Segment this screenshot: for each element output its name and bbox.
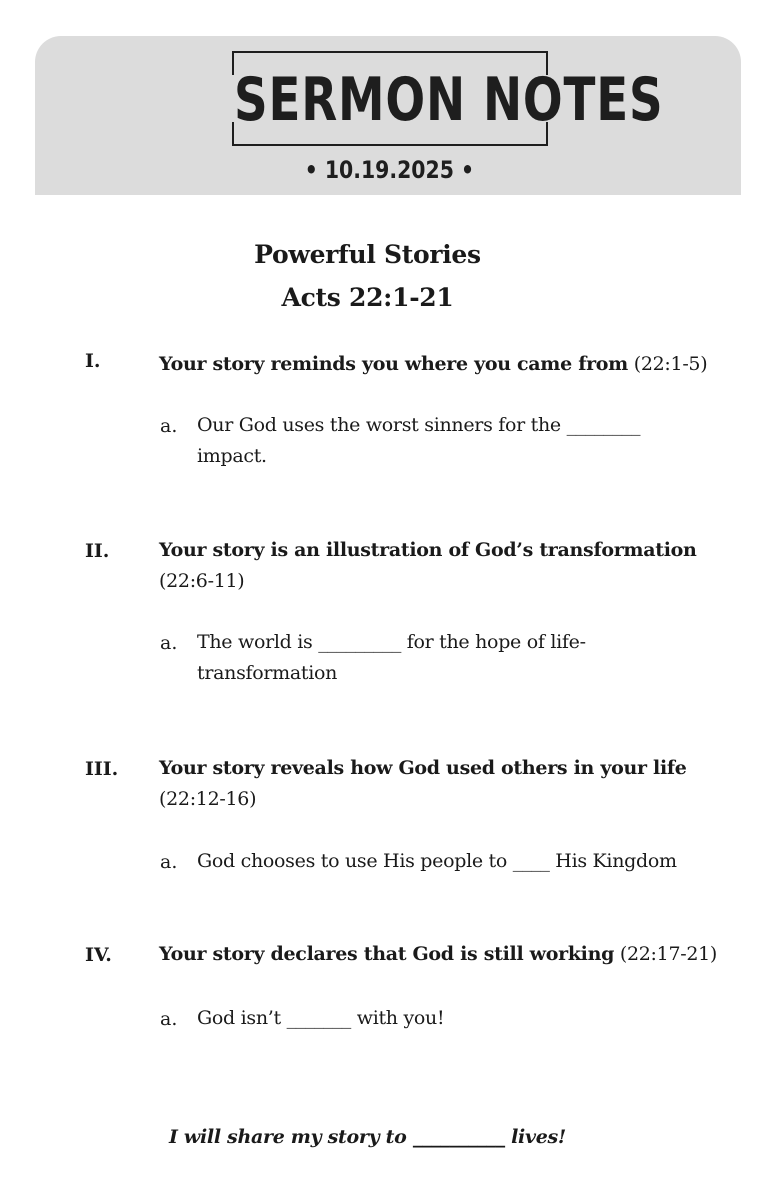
point-heading: [159, 349, 719, 380]
point-heading-text: Your story declares that God is still working: [159, 943, 615, 965]
sub-point-letter: a.: [160, 632, 178, 654]
sub-point-text: [197, 410, 697, 472]
point-numeral: III.: [85, 758, 119, 780]
point-reference: (22:12-16): [159, 788, 257, 810]
sub-point-text: [197, 846, 717, 877]
banner-title: SERMON NOTES: [234, 65, 664, 135]
sub-point-letter: a.: [160, 1008, 178, 1030]
point-heading-text: Your story reminds you where you came from: [159, 353, 628, 375]
point-reference: (22:6-11): [159, 570, 245, 592]
sermon-title: Powerful Stories: [254, 240, 481, 269]
sub-point-letter: a.: [160, 415, 178, 437]
point-numeral: IV.: [85, 944, 112, 966]
sub-point-letter: a.: [160, 851, 178, 873]
point-numeral: II.: [85, 540, 110, 562]
point-heading-text: Your story reveals how God used others in your life: [159, 757, 687, 779]
banner-date: • 10.19.2025 •: [304, 156, 475, 184]
sermon-passage: Acts 22:1-21: [281, 283, 454, 312]
sub-point-line: God isn’t _______ with you!: [197, 1007, 445, 1029]
sub-point-line: transformation: [197, 662, 338, 684]
point-heading-text: Your story is an illustration of God’s transformation: [159, 539, 697, 561]
point-reference: (22:17-21): [619, 943, 718, 965]
footer-commitment: I will share my story to __________ lives!: [169, 1126, 566, 1148]
sub-point-text: [197, 1003, 697, 1034]
point-heading: [159, 939, 719, 970]
point-reference: (22:1-5): [633, 353, 708, 375]
sub-point-line: God chooses to use His people to ____ His Kingdom: [197, 850, 677, 872]
point-heading: [159, 535, 719, 597]
point-numeral: I.: [85, 350, 101, 372]
sub-point-line: Our God uses the worst sinners for the ________: [197, 414, 641, 436]
sub-point-text: [197, 627, 697, 689]
sub-point-line: impact.: [197, 445, 267, 467]
sub-point-line: The world is _________ for the hope of life-: [197, 631, 586, 653]
point-heading: [159, 753, 719, 815]
